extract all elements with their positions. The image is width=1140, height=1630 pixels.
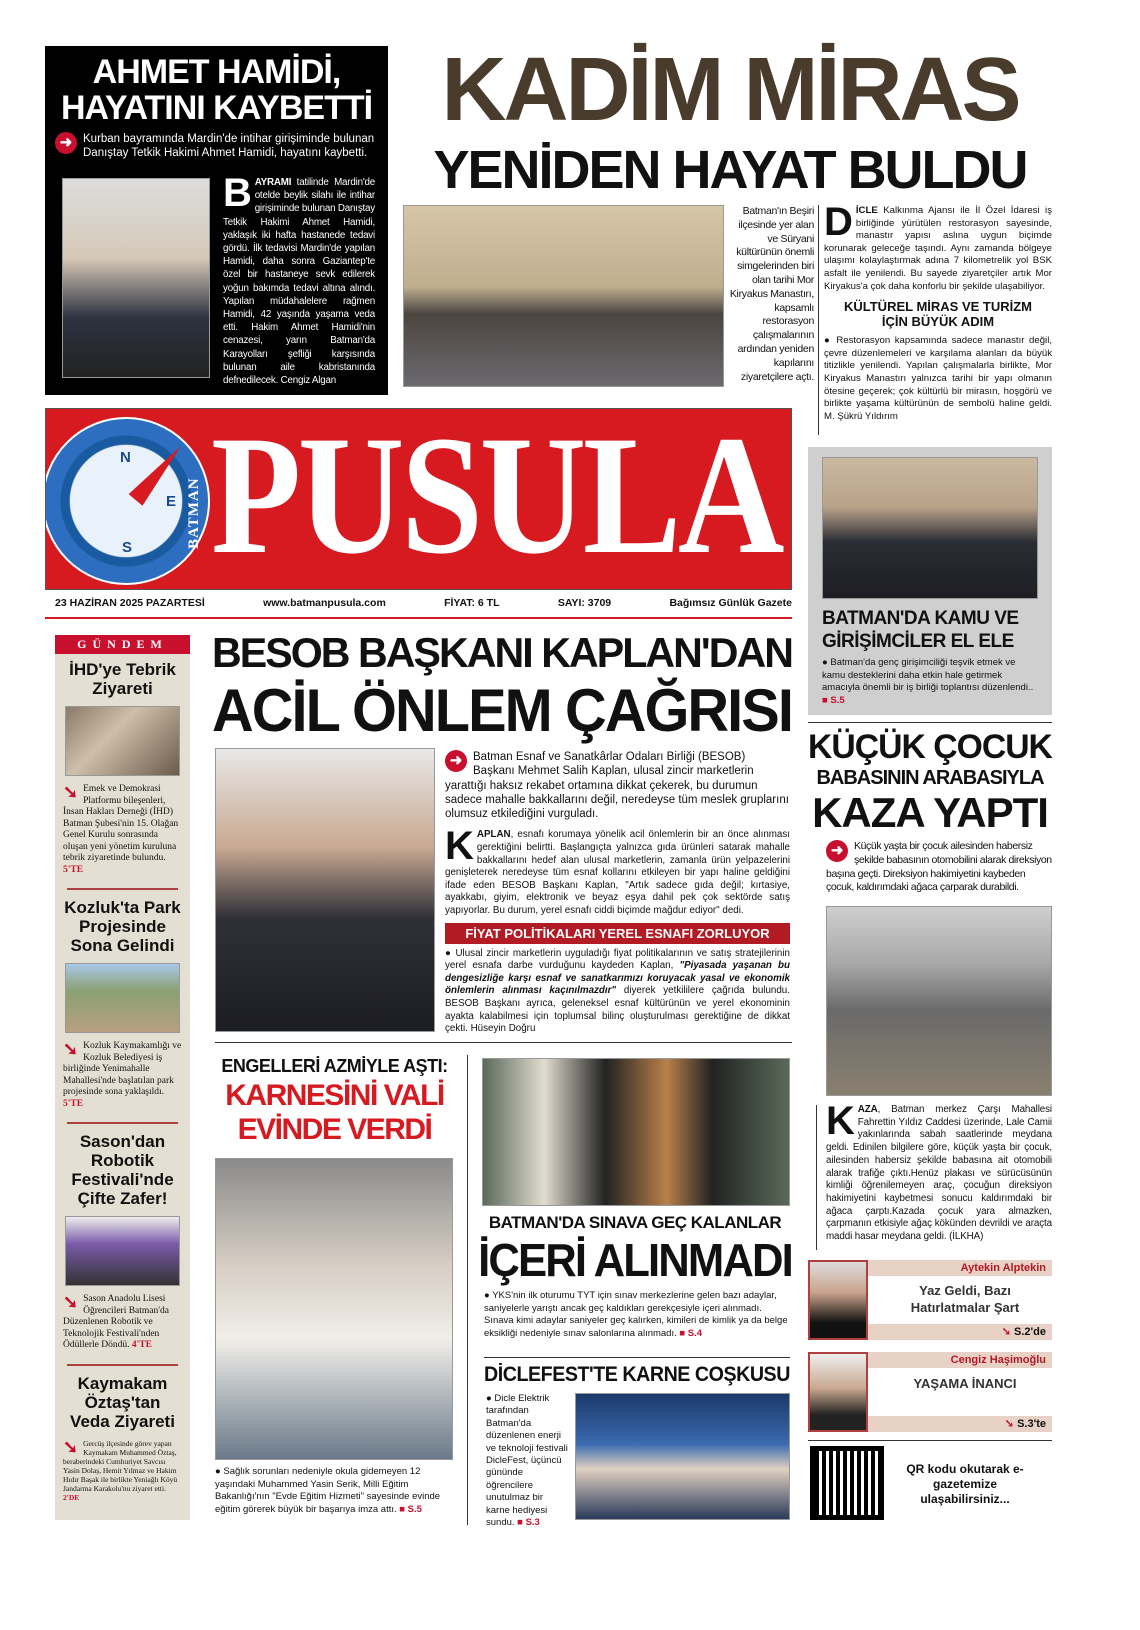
- hamidi-body: tatilinde Mardin'de otelde beylik silahı ile intihar girişiminde bulunan Danıştay Tetkik Hakimi Ahmet Hamidi, yaklaşık iki hafta hastanede tedavi gördü. İlk tedavisi Mardin'de yapılan Hamidi, daha sonra Gaziantep'te özel bir hastaneye sevk edilerek yoğun bakımda tedavi altına alındı. Yapılan müdahalelere rağmen Hamidi, 42 yaşında yaşama veda etti. Hakim Ahmet Hamidi'nin cenazesi, yarın Batman'da Karayolları şefliği karşısında bulunan aile kabristanında defnedilecek. Cengiz Algan: [223, 177, 375, 387]
- karne-title: KARNESİNİ VALİ EVİNDE VERDİ: [225, 1079, 444, 1146]
- layout-block: [55, 54, 378, 90]
- kamu-photo: [822, 457, 1038, 599]
- monastery-photo: [403, 205, 724, 387]
- column-author: Aytekin Alptekin: [868, 1260, 1052, 1276]
- kamu-body: Batman'da genç girişimciliği teşvik etmek ve kamu desteklerini daha etkin hale getirmek amacıyla önemli bir iş birliği toplantısı düzenlendi..: [822, 657, 1034, 693]
- layout-block: [808, 790, 1052, 836]
- column-item[interactable]: [808, 1352, 1052, 1432]
- arrow-down-right-icon: ➘: [63, 1294, 79, 1312]
- arrow-down-right-icon: ➘: [1001, 1326, 1011, 1338]
- divider: [215, 1042, 792, 1043]
- diclefest-text: ● Dicle Elektrik tarafından Batman'da düzenlenen enerji ve teknoloji festivali DicleFest, üçüncü gününde öğrencilere unutulmaz bir karne hediyesi sundu. ■ S.3: [486, 1393, 568, 1529]
- karne-body: Sağlık sorunları nedeniyle okula gidemeyen 12 yaşındaki Muhammed Yasin Serik, Milli Eğitim Bakanlığı'nın "Evde Eğitim Hizmeti" sayesinde evinde eğitim görerek büyük bir başarıya imza attı.: [215, 1466, 441, 1515]
- miras-subhead: KÜLTÜREL MİRAS VE TURİZM İÇİN BÜYÜK ADIM: [843, 299, 1032, 330]
- karne-text: ● Sağlık sorunları nedeniyle okula gidemeyen 12 yaşındaki Muhammed Yasin Serik, Milli Eğitim Bakanlığı'nın "Evde Eğitim Hizmeti" sayesinde evinde eğitim görerek büyük bir başarıya imza attı. ■ S.5: [215, 1466, 441, 1515]
- masthead: [45, 408, 792, 590]
- layout-block: ■ S.5: [399, 1503, 422, 1515]
- diclefest-photo: [575, 1393, 790, 1520]
- kamu-box: [808, 447, 1052, 715]
- diclefest-title: DİCLEFEST'TE KARNE COŞKUSU: [484, 1363, 790, 1386]
- karne-kicker: ENGELLERİ AZMİYLE AŞTI:: [221, 1056, 448, 1076]
- layout-block: ■ S.3: [517, 1517, 540, 1529]
- hamidi-box: [45, 46, 388, 395]
- sidebar-items-1-text: Kozluk Kaymakamlığı ve Kozluk Belediyesi iş birliğinde Yenimahalle Mahallesi'nde başlatılan park projesinde sona yaklaşıldı.: [63, 1041, 182, 1097]
- sidebar-items-3-ref: 2'DE: [63, 1492, 80, 1502]
- miras-title: [405, 40, 1055, 200]
- divider: [467, 1055, 468, 1525]
- masthead-info: [55, 597, 792, 609]
- layout-block: [223, 171, 375, 387]
- layout-block: [211, 408, 782, 589]
- layout-block: [405, 140, 1055, 200]
- divider: [808, 722, 1052, 723]
- kaza-title: [808, 728, 1052, 836]
- layout-block: [212, 678, 792, 744]
- layout-block: [65, 706, 180, 776]
- layout-block: [808, 728, 1052, 766]
- layout-block: ■ S.5: [822, 694, 845, 706]
- sidebar-item[interactable]: [63, 898, 182, 1124]
- sidebar-item[interactable]: [63, 1374, 182, 1502]
- kamu-title: BATMAN'DA KAMU VE GİRİŞİMCİLER EL ELE: [822, 608, 1019, 652]
- sidebar-items-3-title: Kaymakam Öztaş'tan Veda Ziyareti: [70, 1373, 175, 1431]
- lead-word: İCLE: [855, 205, 878, 216]
- arrow-right-icon: ➜: [55, 132, 77, 154]
- page-ref[interactable]: S.4: [687, 1327, 703, 1339]
- hamidi-photo: [62, 178, 210, 378]
- besob-title2: ACİL ÖNLEM ÇAĞRISI: [212, 677, 792, 744]
- page-ref[interactable]: S.5: [830, 694, 845, 706]
- kaplan-photo: [215, 748, 435, 1032]
- layout-block: [55, 90, 378, 126]
- miras-body: Kalkınma Ajansı ile İl Özel İdaresi iş birliğinde yürütülen restorasyon sayesinde, manastır yapısı aslına uygun biçimde korunarak geleceğe taşındı. Aynı zamanda bölgeye ulaşımı kolaylaştırmak adına 7 kilometrelik yol BSK asfalt ile yenilendi. Bu sayede ziyaretçiler artık Mor Kiryakus'a çok daha konforlu bir şekilde ulaşabiliyor.: [824, 205, 1052, 292]
- layout-block: ● Ulusal zincir marketlerin uyguladığı fiyat politikalarının ve satış stratejilerinin yerel esnafa darbe vurduğunu kaydeden Kaplan, "Piyasada yaşanan bu dengesizliğe karşı esnaf ve sanatkarımızı koruyacak yasal ve ekonomik önlemlerin alınması kaçınılmazdır" diyerek yetkililere çağrıda bulundu. BESOB Başkanı ayrıca, geleneksel esnaf kültürünün ve yerel ekonominin ayakta kalabilmesi için toplumsal bilinç oluşturulması gerektiğine de dikkat çekti. Hüseyin Doğru: [445, 947, 791, 1035]
- karne-photo: [215, 1158, 453, 1460]
- sidebar-items-1-ref: 5'TE: [63, 1098, 84, 1109]
- sidebar-items-2-text: Sason Anadolu Lisesi Öğrencileri Batman'da Düzenlenen Robotik ve Teknolojik Festivali'nden Ödüllerle Döndü.: [63, 1294, 169, 1350]
- layout-block: ● Restorasyon kapsamında sadece manastır değil, çevre düzenlemeleri ve karşılama alanları da büyük titizlikle yenilendi. Yapılan çalışmalarla birlikte, Mor Kiryakus Manastırı yalnızca tarihi bir yapı olmanın ötesine geçerek; çok kültürlü bir mirasın, hoşgörü ve birlikte yaşama kültürünün de sembolü haline geldi. M. Şükrü Yıldırım: [824, 335, 1052, 422]
- layout-block: ● Batman'da genç girişimciliği teşvik etmek ve kamu desteklerini daha etkin hale getirmek amacıyla önemli bir iş birliği toplantısı düzenlendi.. ■ S.5: [822, 657, 1034, 706]
- layout-block: [65, 963, 180, 1033]
- kaza-body: , Batman merkez Çarşı Mahallesi Fahrettin Yıldız Caddesi üzerinde, Lale Camii yakınlarında sabah saatlerinde meydana geldi. Edinilen bilgilere göre, küçük yaşta bir çocuk, ailesinden habersiz şekilde babasına ait otomobili alarak trafiğe çıktı.Henüz plakası ve sürücüsünün kimliği öğrenilemeyen araç, çocuğun direksiyon hakimiyetini kaybetmesi sonucu kaldırımdaki bir ağaca çarptı.Kazada çocuk yara almazken, çarpmanın etkisiyle ağaç kökünden devrildi ve araçta maddi hasar meydana geldi. (İLKHA): [826, 1104, 1052, 1243]
- page-ref[interactable]: S.2'de: [1014, 1326, 1046, 1338]
- layout-block: [65, 1216, 180, 1286]
- besob-body2: Ulusal zincir marketlerin uyguladığı fiyat politikalarının ve satış stratejilerinin yerel esnafa darbe vurduğunu kaydeden Kaplan,: [445, 947, 791, 972]
- compass-s: S: [122, 539, 133, 556]
- masthead-name: PUSULA: [211, 408, 782, 589]
- page-ref[interactable]: S.5: [407, 1503, 422, 1515]
- sinav-body: YKS'nin ilk oturumu TYT için sınav merkezlerine gelen bazı adaylar, saniyelerle yarıştı ancak geç kaldıkları gerekçesiyle içeri alınmadı. Sınava kimi adaylar saniyeler geç kalırken, kimileri de kimlik ya da belge eksikliği nedeniyle sınav salonlarına alınmadı.: [484, 1290, 788, 1339]
- arrow-down-right-icon: ➘: [63, 784, 79, 802]
- author-photo: [808, 1260, 868, 1340]
- qr-text: QR kodu okutarak e-gazetemize ulaşabilirsiniz...: [906, 1462, 1024, 1506]
- website-link[interactable]: www.batmanpusula.com: [263, 597, 386, 609]
- layout-block: [67, 888, 178, 890]
- drop-cap: D: [824, 200, 853, 244]
- sinav-photo: [482, 1058, 790, 1206]
- sidebar-items-0-ref: 5'TE: [63, 864, 84, 875]
- layout-block: [478, 1212, 792, 1234]
- layout-block: [212, 628, 792, 678]
- miras-article: [824, 200, 1052, 423]
- besob-subhead: FİYAT POLİTİKALARI YEREL ESNAFI ZORLUYOR: [445, 923, 790, 944]
- kaza-title3: KAZA YAPTI: [812, 789, 1048, 836]
- sinav-kicker: BATMAN'DA SINAVA GEÇ KALANLAR: [488, 1213, 782, 1232]
- besob-body2b: diyerek yetkililere çağrıda bulundu. BESOB Başkanı ayrıca, geleneksel esnaf kültürünün ve yerel ekonominin ayakta kalabilmesi için toplumsal bilinç oluşturulması gerektiğine de dikkat çekti. Hüseyin Doğru: [445, 985, 790, 1035]
- sidebar-items-2-title: Sason'dan Robotik Festivali'nde Çifte Zafer!: [71, 1132, 174, 1208]
- layout-block: [824, 200, 1052, 293]
- column-author: Cengiz Haşimoğlu: [868, 1352, 1052, 1368]
- miras-body2: Restorasyon kapsamında sadece manastır değil, çevre düzenlemeleri ve karşılama alanları da büyük titizlikle yenilendi. Yapılan çalışmalarla birlikte, Mor Kiryakus Manastırı yalnızca tarihi bir yapı olmanın ötesine geçerek; çok kültürlü bir mirasın, hoşgörü ve birlikte yaşama kültürünün de sembolü haline geldi. M. Şükrü Yıldırım: [824, 335, 1052, 422]
- column-item[interactable]: [808, 1260, 1052, 1340]
- sidebar-items-3-text: Gercüş ilçesinde görev yapan Kaymakam Muhammed Öztaş, beraberindeki Cumhuriyet Savcısı Yasin Dolaş, Hemit Yılmaz ve Hakim Hıdır Başak ile birlikte Yeniağlı Köyü Jandarma Karakolu'nu ziyaret etti.: [63, 1438, 178, 1493]
- date: 23 HAZİRAN 2025 PAZARTESİ: [55, 597, 205, 609]
- layout-block: [63, 1439, 182, 1502]
- page-ref[interactable]: S.3'te: [1017, 1418, 1046, 1430]
- kaza-photo: [826, 906, 1052, 1096]
- layout-block: [63, 1294, 182, 1352]
- arrow-right-icon: ➜: [826, 840, 848, 862]
- layout-block: [67, 1364, 178, 1366]
- besob-title: [212, 628, 792, 744]
- sinav-title: [478, 1212, 792, 1286]
- besob-body: , esnafı korumaya yönelik acil önlemlerin bir an önce alınması gerektiğini belirtti. Başlangıçta yalnızca gıda ürünleri satarak mahalle bakkallarını hedef alan ulusal marketlerin, zamanla ürün yelpazelerini genişleterek neredeyse tüm esnaf kollarını etkileyen bir yapı haline geldiğini ifade eden BESOB Başkanı Kaplan, "Artık sadece gıda değil; kırtasiye, ayakkabı, giyim, elektronik ve beyaz eşya dahil pek çok sektörde satış yapıyorlar. Bu durum, yerel esnafı ciddi biçimde mağdur ediyor" dedi.: [445, 829, 790, 917]
- hamidi-lead: Kurban bayramında Mardin'de intihar girişiminde bulunan Danıştay Tetkik Hakimi Ahmet Hamidi, hayatını kaybetti.: [83, 133, 375, 159]
- sidebar-items-0-title: İHD'ye Tebrik Ziyareti: [69, 660, 176, 698]
- arrow-down-right-icon: ➘: [1004, 1418, 1015, 1430]
- hamidi-title2: HAYATINI KAYBETTİ: [60, 89, 373, 127]
- sidebar-label: GÜNDEM: [55, 635, 190, 654]
- qr-code[interactable]: [810, 1446, 884, 1520]
- price: FİYAT: 6 TL: [444, 597, 500, 609]
- divider: [818, 205, 819, 435]
- layout-block: [868, 1324, 1052, 1340]
- miras-caption: Batman'ın Beşiri ilçesinde yer alan ve Süryani kültürünün önemli simgelerinden biri olan tarihi Mor Kiryakus Manastırı, kapsamlı restorasyon çalışmalarının ardından yeniden kapılarını ziyaretçilere açtı.: [729, 205, 814, 383]
- layout-block: [55, 132, 378, 160]
- kaza-title1: KÜÇÜK ÇOCUK: [808, 728, 1052, 766]
- motto: Bağımsız Günlük Gazete: [669, 597, 792, 609]
- drop-cap: K: [445, 824, 474, 869]
- lead-word: AYRAMI: [254, 177, 292, 188]
- column-title: YAŞAMA İNANCI: [913, 1376, 1017, 1391]
- besob-title1: BESOB BAŞKANI KAPLAN'DAN: [212, 629, 793, 676]
- sinav-title-text: İÇERİ ALINMADI: [478, 1234, 792, 1286]
- layout-block: [63, 784, 182, 876]
- issue-number: SAYI: 3709: [557, 597, 612, 609]
- sinav-text: ● YKS'nin ilk oturumu TYT için sınav merkezlerine gelen bazı adaylar, saniyelerle yarıştı ancak geç kaldıkları gerekçesiyle içeri alınmadı. Sınava kimi adaylar saniyeler geç kalırken, kimileri de kimlik ya da belge eksikliği nedeniyle sınav salonlarına alınmadı. ■ S.4: [484, 1290, 788, 1339]
- sidebar-items-0-text: Emek ve Demokrasi Platformu bileşenleri, İnsan Hakları Derneği (İHD) Batman Şubesi'nin 15. Olağan Genel Kurulu sonrasında oluşan yeni yönetim kuruluna tebrik ziyaretinde bulundu.: [63, 784, 179, 863]
- lead-word: APLAN: [476, 829, 511, 841]
- besob-lead: Batman Esnaf ve Sanatkârlar Odaları Birliği (BESOB) Başkanı Mehmet Salih Kaplan, ulusal zincir marketlerin yarattığı haksız rekabet ortamına dikkat çekerek, bu durumun sadece mahalle bakkallarını değil, neredeyse tüm meslek gruplarını olumsuz etkilediğini vurguladı.: [445, 751, 789, 821]
- layout-block: [868, 1416, 1052, 1432]
- divider: [816, 1105, 817, 1250]
- miras-title2: YENİDEN HAYAT BULDU: [433, 140, 1027, 200]
- layout-block: ■ S.4: [679, 1327, 703, 1339]
- kaza-lead: Küçük yaşta bir çocuk ailesinden habersiz şekilde babasının otomobilini alarak direksiyon başına geçti. Direksiyon hakimiyetini kaybeden çocuk, kaldırımdaki ağaca çarparak durabildi.: [826, 840, 1052, 894]
- arrow-right-icon: ➜: [445, 750, 467, 772]
- drop-cap: B: [223, 171, 252, 215]
- kaza-title2: BABASININ ARABASIYLA: [816, 767, 1044, 789]
- divider: [45, 617, 792, 619]
- author-photo: [808, 1352, 868, 1432]
- layout-block: [405, 40, 1055, 140]
- hamidi-title1: AHMET HAMİDİ,: [92, 53, 341, 91]
- layout-block: [63, 1041, 182, 1110]
- miras-title1: KADİM MİRAS: [441, 40, 1019, 140]
- layout-block: [213, 1055, 456, 1077]
- hamidi-title: [55, 54, 378, 126]
- layout-block: [484, 1362, 790, 1388]
- divider: [808, 1440, 1052, 1441]
- diclefest-body: Dicle Elektrik tarafından Batman'da düzenlenen enerji ve teknoloji festivali DicleFest, üçüncü gününde öğrencilere unutulmaz bir karne hediyesi sundu.: [486, 1393, 568, 1529]
- gundem-sidebar: [55, 635, 190, 1520]
- kaza-lead-box: [826, 840, 1052, 895]
- page-ref[interactable]: S.3: [525, 1517, 540, 1529]
- quote: "Piyasada yaşanan bu dengesizliğe karşı esnaf ve sanatkarımızı koruyacak yasal ve ekonomik önlemlerin alınması kaçınılmazdır": [445, 960, 790, 997]
- lead-word: AZA: [857, 1104, 878, 1115]
- column-title: Yaz Geldi, Bazı Hatırlatmalar Şart: [910, 1283, 1020, 1315]
- compass-n: N: [120, 449, 131, 466]
- sidebar-items-2-ref: 4'TE: [131, 1340, 152, 1350]
- arrow-down-right-icon: ➘: [63, 1438, 79, 1457]
- sidebar-item[interactable]: [63, 654, 182, 890]
- compass-e: E: [166, 493, 177, 510]
- karne-article: [213, 1055, 456, 1149]
- layout-block: [478, 1234, 792, 1286]
- layout-block: [445, 750, 790, 821]
- drop-cap: K: [826, 1099, 855, 1143]
- layout-block: [808, 766, 1052, 790]
- kaza-text: [826, 1099, 1052, 1244]
- layout-block: [445, 824, 790, 917]
- besob-article: [445, 750, 790, 1036]
- compass-needle: [129, 441, 188, 506]
- arrow-down-right-icon: ➘: [63, 1041, 79, 1059]
- sidebar-item[interactable]: [63, 1132, 182, 1366]
- sidebar-items-1-title: Kozluk'ta Park Projesinde Sona Gelindi: [64, 898, 181, 955]
- masthead-prefix: BATMAN: [186, 477, 202, 549]
- layout-block: [67, 1122, 178, 1124]
- divider: [484, 1357, 790, 1358]
